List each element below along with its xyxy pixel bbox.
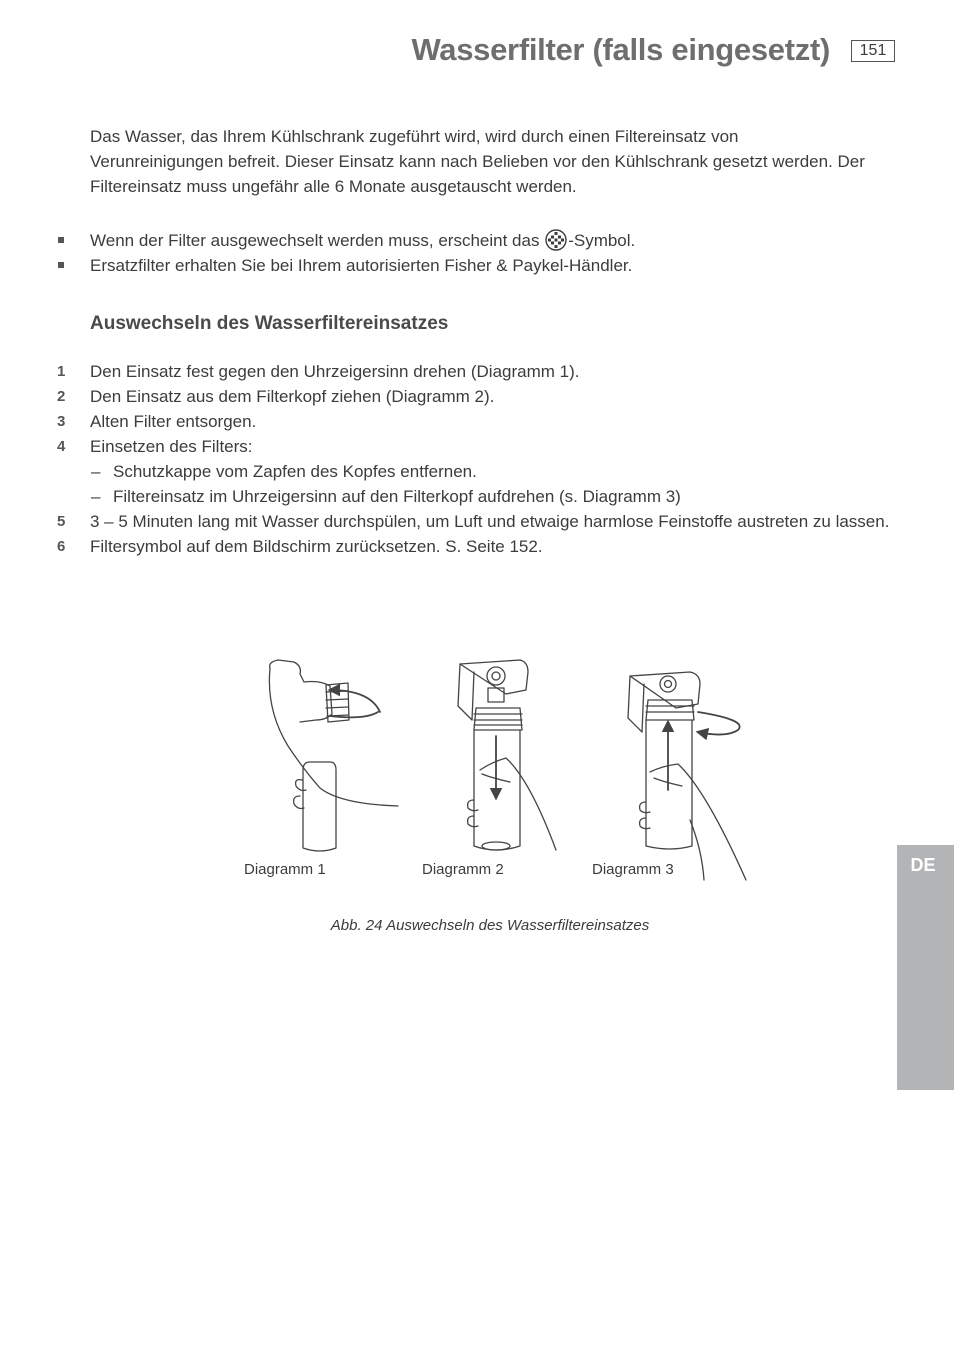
filter-symbol-icon (545, 229, 567, 251)
step-item (0, 434, 954, 459)
page-title: Wasserfilter (falls eingesetzt) (411, 32, 830, 67)
diagram-3-drawing (628, 672, 746, 880)
steps-list (0, 359, 954, 559)
figure-caption: Abb. 24 Auswechseln des Wasserfiltereinsatzes (330, 917, 650, 934)
step-item (0, 409, 954, 434)
step-text: Einsetzen des Filters: (90, 437, 253, 456)
step-number: 5 (57, 513, 66, 530)
bullet-marker (58, 237, 64, 243)
substep-item (0, 484, 954, 509)
filter-replacement-illustration (230, 650, 760, 890)
dash-marker: – (91, 462, 101, 481)
substep-text: Schutzkappe vom Zapfen des Kopfes entfernen. (113, 462, 477, 481)
step-item (0, 534, 954, 559)
step-number: 3 (57, 413, 66, 430)
substep-item (0, 459, 954, 484)
step-text: Filtersymbol auf dem Bildschirm zurücksetzen. S. Seite 152. (90, 537, 543, 556)
diagram-1-drawing (269, 660, 398, 851)
step-text: Den Einsatz fest gegen den Uhrzeigersinn drehen (Diagramm 1). (90, 362, 580, 381)
diagram-label-2: Diagramm 2 (422, 861, 504, 878)
step-text: 3 – 5 Minuten lang mit Wasser durchspülen, um Luft und etwaige harmlose Feinstoffe austreten zu lassen. (90, 512, 890, 531)
dash-marker: – (91, 487, 101, 506)
substep-text: Filtereinsatz im Uhrzeigersinn auf den Filterkopf aufdrehen (s. Diagramm 3) (113, 487, 681, 506)
diagram-label-1: Diagramm 1 (244, 861, 326, 878)
step-number: 6 (57, 538, 66, 555)
bullet-text: Wenn der Filter ausgewechselt werden muss, erscheint das -Symbol. (90, 231, 636, 250)
page-number: 151 (851, 40, 895, 62)
step-number: 2 (57, 388, 66, 405)
step-text: Alten Filter entsorgen. (90, 412, 257, 431)
step-item (0, 359, 954, 384)
step-number: 4 (57, 438, 66, 455)
intro-paragraph: Das Wasser, das Ihrem Kühlschrank zugeführt wird, wird durch einen Filtereinsatz von Verunreinigungen befreit. Dieser Einsatz kann nach Belieben vor den Kühlschrank gesetzt werden. Der Filtereinsatz muss ungefähr alle 6 Monate ausgetauscht werden. (90, 127, 865, 196)
language-tab (897, 845, 954, 1090)
step-number: 1 (57, 363, 66, 380)
bullet-text: Ersatzfilter erhalten Sie bei Ihrem autorisierten Fisher & Paykel-Händler. (90, 256, 633, 275)
diagram-label-3: Diagramm 3 (592, 861, 674, 878)
bullet-marker (58, 262, 64, 268)
step-item (0, 384, 954, 409)
language-label: DE (910, 855, 936, 875)
section-heading: Auswechseln des Wasserfiltereinsatzes (90, 313, 449, 334)
diagram-2-drawing (458, 660, 556, 850)
step-item (0, 509, 954, 534)
step-text: Den Einsatz aus dem Filterkopf ziehen (Diagramm 2). (90, 387, 495, 406)
